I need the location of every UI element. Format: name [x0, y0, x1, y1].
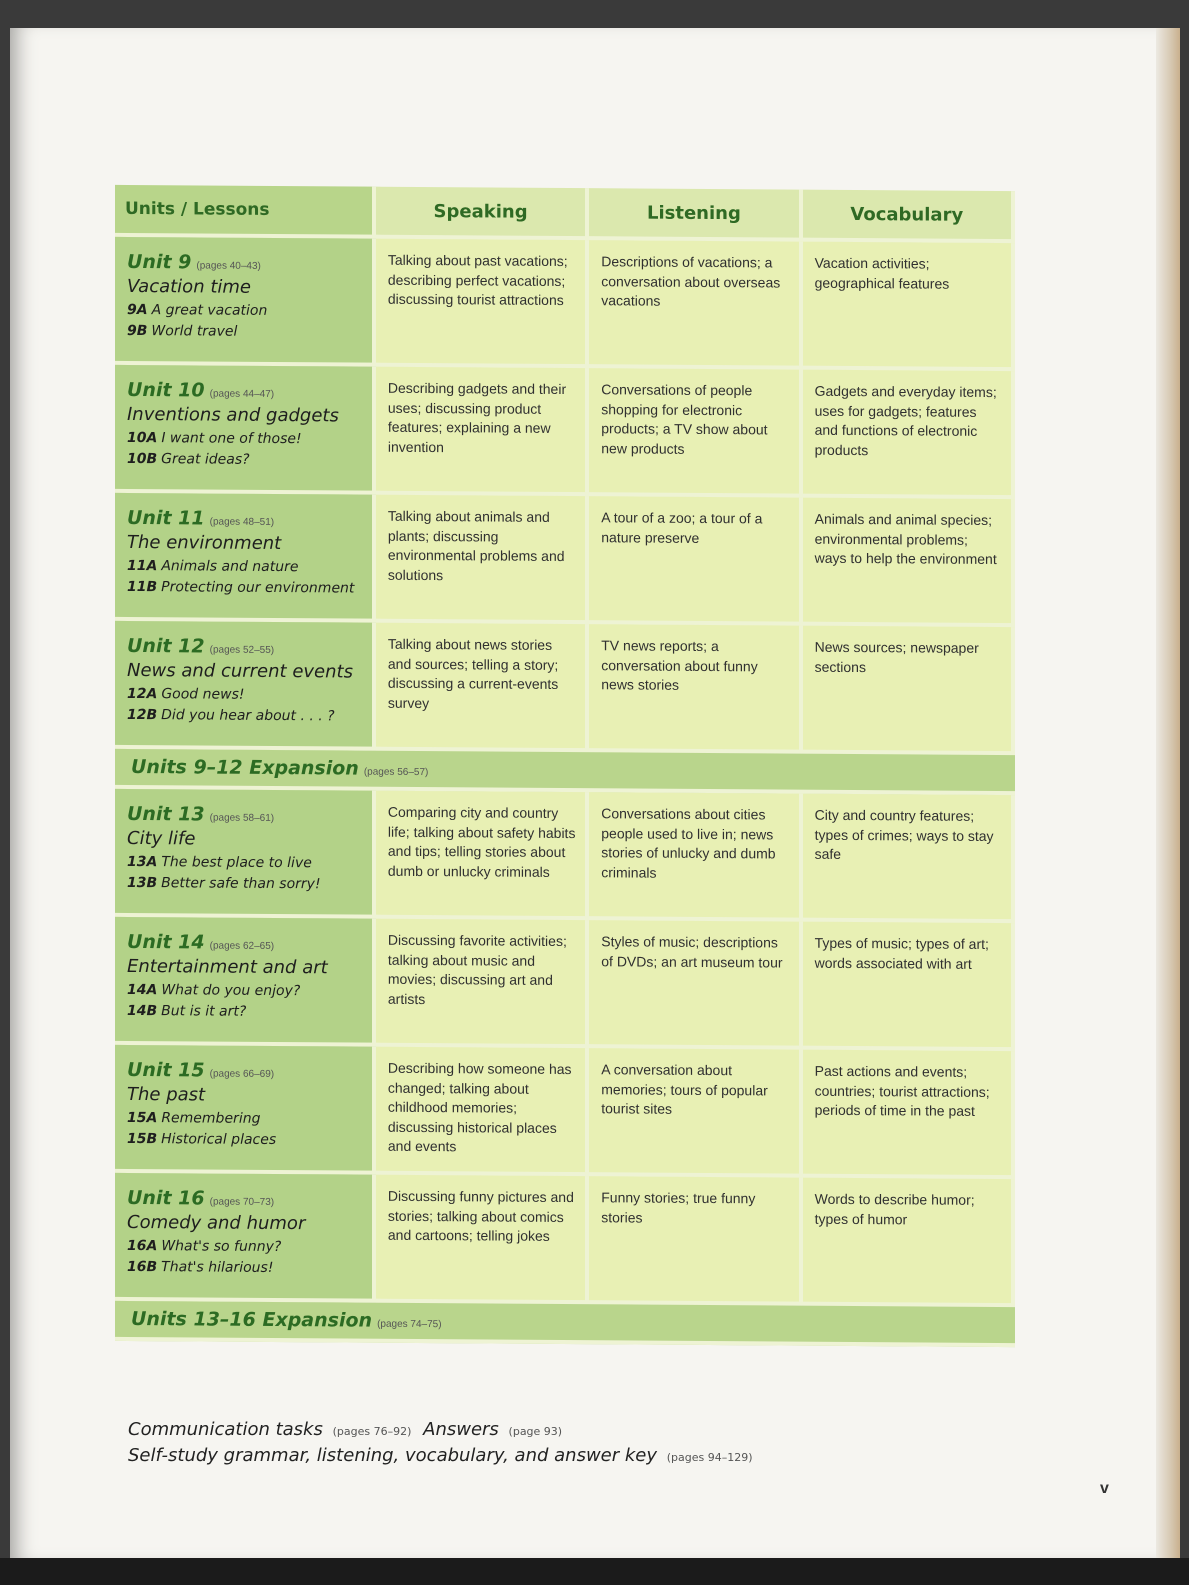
vocabulary-header: Vocabulary: [803, 190, 1015, 243]
self-study-pages: (pages 94–129): [666, 1451, 753, 1464]
lesson: [127, 854, 364, 872]
vocabulary-cell: Gadgets and everyday items; uses for gadgets; features and functions of electronic products: [803, 370, 1015, 499]
vocabulary-cell: City and country features; types of crimes; ways to stay safe: [803, 794, 1015, 923]
self-study: Self-study grammar, listening, vocabulary, and answer key: [128, 1445, 658, 1466]
lesson: [127, 430, 364, 448]
contents-body: [115, 237, 1015, 1347]
expansion-row: [115, 1301, 1015, 1347]
listening-cell: A tour of a zoo; a tour of a nature preserve: [589, 496, 802, 625]
listening-cell: Descriptions of vacations; a conversation about overseas vacations: [589, 240, 802, 369]
vocabulary-cell: Past actions and events; countries; tourist attractions; periods of time in the past: [803, 1050, 1015, 1179]
unit-name: Inventions and gadgets: [127, 403, 339, 427]
vocabulary-cell: News sources; newspaper sections: [803, 626, 1015, 755]
lesson: [127, 323, 364, 341]
footer-line-1: [128, 1418, 759, 1444]
expansion-cell: [115, 1301, 1015, 1347]
unit-heading: [127, 803, 364, 827]
unit-pages: (pages 66–69): [209, 1068, 275, 1080]
scan-bottom-edge: [0, 1558, 1189, 1585]
unit-pages: (pages 58–61): [209, 812, 275, 824]
lesson-code: 12B: [127, 706, 158, 724]
lesson-code: 16A: [127, 1237, 158, 1255]
footer-line-2: [128, 1444, 759, 1470]
lesson: [127, 579, 364, 597]
unit-pages: (pages 44–47): [209, 388, 275, 400]
lesson-code: 15B: [127, 1130, 158, 1148]
lesson-title: The best place to live: [161, 854, 312, 872]
unit-pages: (pages 48–51): [209, 516, 275, 528]
unit-cell: [115, 621, 376, 751]
lesson-code: 9B: [127, 322, 148, 340]
lesson-title: What's so funny?: [161, 1238, 282, 1256]
lesson-title: I want one of those!: [161, 430, 302, 448]
unit-cell: [115, 237, 376, 367]
expansion-title: Units 13–16 Expansion: [131, 1307, 373, 1332]
unit-row: [115, 917, 1015, 1051]
expansion-cell: [115, 749, 1015, 795]
unit-title: Unit 10: [127, 378, 205, 402]
lesson-code: 13B: [127, 874, 158, 892]
unit-name: The past: [127, 1083, 206, 1106]
listening-cell: Funny stories; true funny stories: [589, 1176, 802, 1305]
unit-row: [115, 493, 1015, 627]
unit-title: Unit 13: [127, 802, 205, 826]
lesson-title: Animals and nature: [161, 558, 299, 576]
lesson-title: Better safe than sorry!: [161, 875, 321, 893]
lesson: [127, 982, 364, 1000]
communication-pages: (pages 76–92): [332, 1425, 412, 1438]
vocabulary-cell: Types of music; types of art; words associated with art: [803, 922, 1015, 1051]
unit-pages: (pages 70–73): [209, 1196, 275, 1208]
listening-cell: A conversation about memories; tours of popular tourist sites: [589, 1048, 802, 1177]
lesson-title: Protecting our environment: [161, 579, 355, 597]
unit-pages: (pages 52–55): [209, 644, 275, 656]
expansion-row: [115, 749, 1015, 795]
lesson-code: 11A: [127, 557, 158, 575]
unit-row: [115, 1173, 1015, 1307]
unit-heading: [127, 931, 364, 955]
answers: Answers: [423, 1419, 499, 1440]
unit-heading: [127, 251, 364, 275]
speaking-cell: Describing gadgets and their uses; discussing product features; explaining a new invention: [376, 367, 589, 496]
lesson-title: Remembering: [161, 1110, 261, 1127]
communication-tasks: Communication tasks: [128, 1419, 323, 1440]
footer: [128, 1418, 759, 1470]
lesson-title: Good news!: [161, 686, 245, 703]
lesson: [127, 1259, 364, 1277]
expansion-title: Units 9–12 Expansion: [131, 755, 359, 780]
expansion-pages: (pages 74–75): [377, 1318, 442, 1331]
lesson: [127, 302, 364, 320]
lesson-title: But is it art?: [161, 1003, 247, 1020]
unit-title: Unit 16: [127, 1186, 205, 1210]
lesson-title: World travel: [151, 323, 238, 340]
vocabulary-cell: Words to describe humor; types of humor: [803, 1178, 1015, 1307]
listening-cell: Styles of music; descriptions of DVDs; an art museum tour: [589, 920, 802, 1049]
lesson: [127, 686, 364, 704]
unit-heading: [127, 1059, 364, 1083]
speaking-cell: Discussing funny pictures and stories; talking about comics and cartoons; telling jokes: [376, 1175, 589, 1304]
unit-cell: [115, 1173, 376, 1303]
unit-row: [115, 365, 1015, 499]
speaking-cell: Discussing favorite activities; talking about music and movies; discussing art and artists: [376, 919, 589, 1048]
unit-cell: [115, 365, 376, 495]
unit-name: Comedy and humor: [127, 1211, 306, 1235]
lesson: [127, 558, 364, 576]
unit-title: Unit 14: [127, 930, 205, 954]
listening-header: Listening: [589, 188, 802, 241]
unit-title: Unit 9: [127, 250, 192, 274]
listening-cell: Conversations about cities people used to live in; news stories of unlucky and dumb criminals: [589, 792, 802, 921]
lesson-code: 13A: [127, 853, 158, 871]
lesson-title: Did you hear about . . . ?: [161, 707, 335, 725]
vocabulary-cell: Animals and animal species; environmental problems; ways to help the environment: [803, 498, 1015, 627]
lesson-title: Historical places: [161, 1131, 277, 1148]
page-edge: [1156, 28, 1180, 1558]
unit-name: Vacation time: [127, 275, 251, 298]
lesson-code: 16B: [127, 1258, 158, 1276]
contents-table: [115, 185, 1015, 1347]
unit-heading: [127, 379, 364, 403]
page-number: v: [1100, 1480, 1109, 1497]
lesson-code: 15A: [127, 1109, 158, 1127]
lesson-code: 10A: [127, 429, 158, 447]
unit-row: [115, 1045, 1015, 1179]
expansion-pages: (pages 56–57): [363, 766, 429, 779]
lesson: [127, 1003, 364, 1021]
unit-name: Entertainment and art: [127, 955, 328, 979]
lesson: [127, 707, 364, 725]
header-row: [115, 185, 1015, 243]
speaking-cell: Talking about past vacations; describing perfect vacations; discussing tourist attractions: [376, 239, 589, 368]
answers-pages: (page 93): [508, 1425, 563, 1438]
lesson-title: That's hilarious!: [161, 1259, 274, 1276]
unit-title: Unit 12: [127, 634, 205, 658]
lesson: [127, 451, 364, 469]
lesson-title: A great vacation: [151, 302, 268, 319]
unit-row: [115, 621, 1015, 755]
book-page: [10, 28, 1180, 1558]
lesson-code: 9A: [127, 301, 148, 319]
unit-pages: (pages 62–65): [209, 940, 275, 952]
unit-cell: [115, 493, 376, 623]
lesson: [127, 1110, 364, 1128]
lesson: [127, 875, 364, 893]
unit-cell: [115, 917, 376, 1047]
unit-title: Unit 15: [127, 1058, 205, 1082]
speaking-cell: Comparing city and country life; talking about safety habits and tips; telling stories about dumb or unlucky criminals: [376, 791, 589, 920]
unit-name: City life: [127, 827, 196, 850]
speaking-cell: Talking about animals and plants; discussing environmental problems and solutions: [376, 495, 589, 624]
unit-title: Unit 11: [127, 506, 205, 530]
unit-heading: [127, 635, 364, 659]
unit-row: [115, 789, 1015, 923]
lesson-code: 10B: [127, 450, 158, 468]
listening-cell: Conversations of people shopping for electronic products; a TV show about new products: [589, 368, 802, 497]
unit-name: The environment: [127, 531, 282, 555]
lesson-code: 14A: [127, 981, 158, 999]
unit-heading: [127, 507, 364, 531]
lesson-code: 12A: [127, 685, 158, 703]
speaking-cell: Describing how someone has changed; talking about childhood memories; discussing historical places and events: [376, 1047, 589, 1176]
speaking-cell: Talking about news stories and sources; telling a story; discussing a current-events survey: [376, 623, 589, 752]
lesson-title: Great ideas?: [161, 451, 250, 468]
lesson: [127, 1131, 364, 1149]
unit-cell: [115, 1045, 376, 1175]
speaking-header: Speaking: [376, 187, 589, 240]
unit-row: [115, 237, 1015, 371]
lesson-title: What do you enjoy?: [161, 982, 301, 1000]
unit-name: News and current events: [127, 659, 353, 683]
unit-pages: (pages 40–43): [196, 260, 261, 272]
unit-cell: [115, 789, 376, 919]
units-header: Units / Lessons: [115, 185, 376, 239]
vocabulary-cell: Vacation activities; geographical features: [803, 242, 1015, 371]
unit-heading: [127, 1187, 364, 1211]
listening-cell: TV news reports; a conversation about funny news stories: [589, 624, 802, 753]
lesson-code: 11B: [127, 578, 158, 596]
lesson: [127, 1238, 364, 1256]
lesson-code: 14B: [127, 1002, 158, 1020]
